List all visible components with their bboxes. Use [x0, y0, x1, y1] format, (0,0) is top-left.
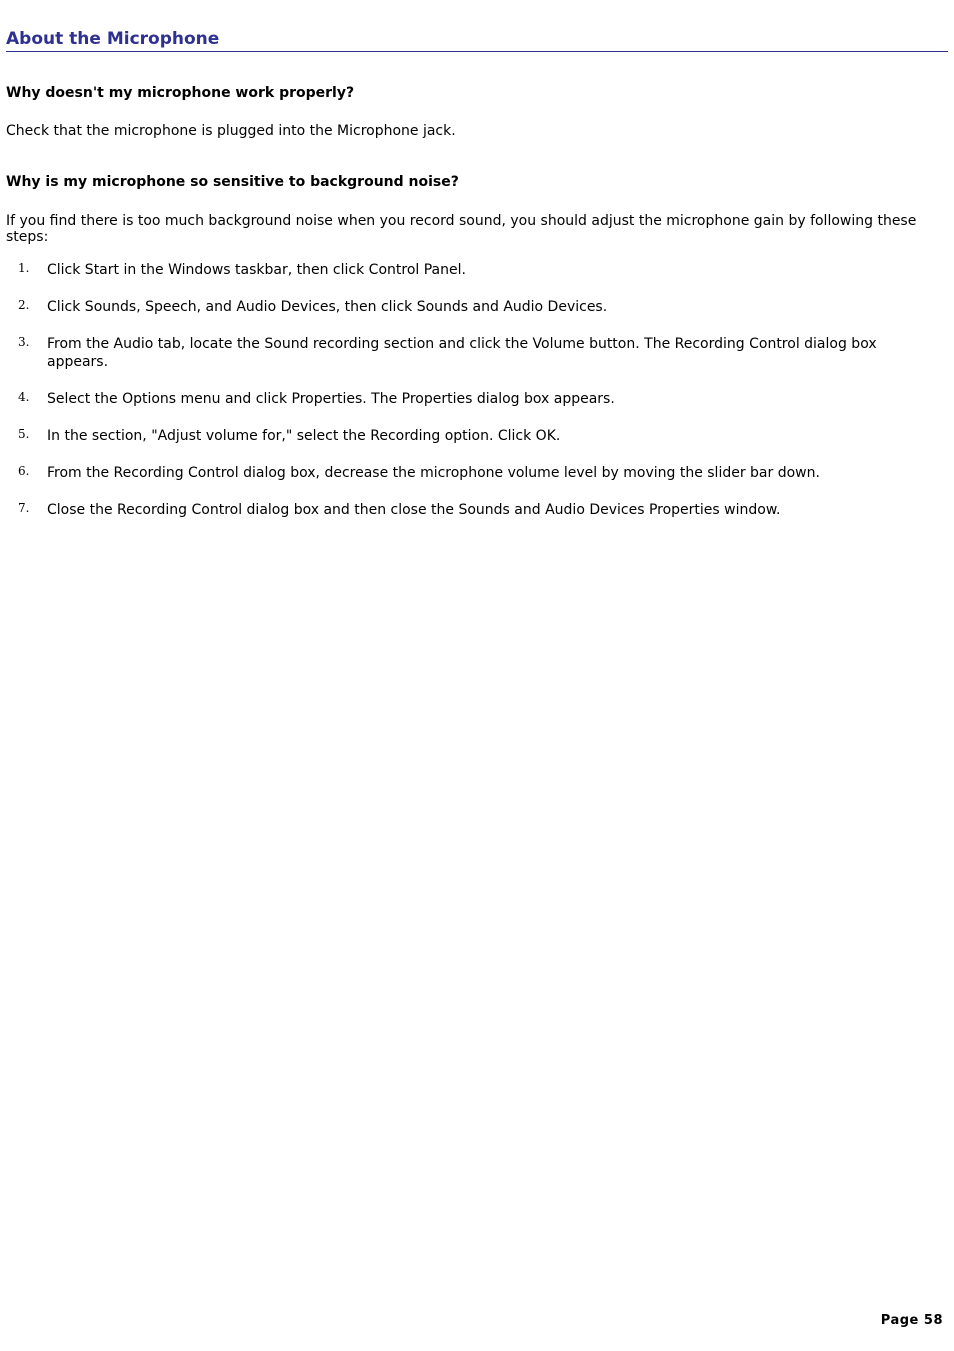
question-heading-1: Why doesn't my microphone work properly? [6, 85, 355, 101]
step-text: Click Sounds, Speech, and Audio Devices, then click Sounds and Audio Devices. [47, 299, 608, 315]
list-item [6, 390, 948, 408]
step-number: 4. [18, 390, 30, 404]
step-text: In the section, "Adjust volume for," select the Recording option. Click OK. [47, 428, 561, 444]
step-text: Close the Recording Control dialog box and then close the Sounds and Audio Devices Properties window. [47, 502, 781, 518]
step-number: 3. [18, 335, 30, 349]
page-title: About the Microphone [6, 28, 948, 52]
page-number: Page 58 [880, 1313, 943, 1328]
answer-paragraph-2: If you find there is too much background noise when you record sound, you should adjust the microphone gain by following these steps: [6, 213, 917, 245]
steps-list [6, 261, 948, 519]
list-item [6, 464, 948, 482]
question-heading-2: Why is my microphone so sensitive to background noise? [6, 174, 459, 190]
list-item [6, 335, 948, 371]
document-page [6, 28, 948, 538]
step-number: 1. [18, 261, 30, 275]
step-text: From the Recording Control dialog box, decrease the microphone volume level by moving the slider bar down. [47, 465, 820, 481]
step-number: 2. [18, 298, 30, 312]
step-text: Click Start in the Windows taskbar, then click Control Panel. [47, 262, 466, 278]
list-item [6, 427, 948, 445]
step-number: 5. [18, 427, 30, 441]
list-item [6, 298, 948, 316]
step-text: From the Audio tab, locate the Sound recording section and click the Volume button. The Recording Control dialog box appears. [47, 336, 877, 370]
step-number: 7. [18, 501, 30, 515]
answer-paragraph-1: Check that the microphone is plugged into the Microphone jack. [6, 123, 456, 139]
list-item [6, 501, 948, 519]
step-number: 6. [18, 464, 30, 478]
step-text: Select the Options menu and click Properties. The Properties dialog box appears. [47, 391, 615, 407]
list-item [6, 261, 948, 279]
